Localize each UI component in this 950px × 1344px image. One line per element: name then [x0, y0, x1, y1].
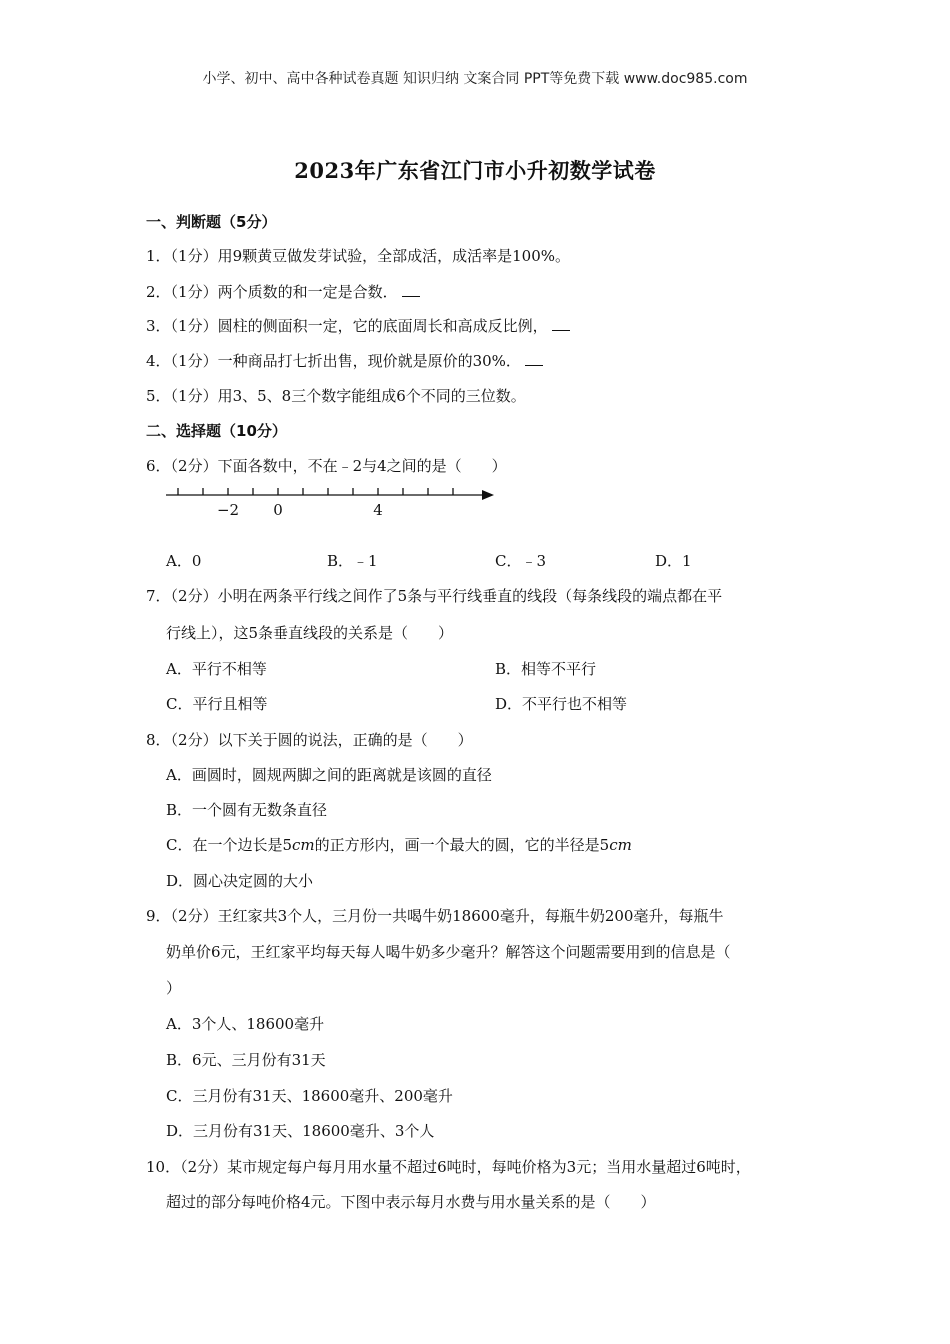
number-line-arrow-icon	[482, 490, 494, 500]
question-6-option-d: D．1	[655, 552, 692, 570]
number-line-label-0: 0	[273, 501, 283, 519]
question-9-line-1: 9．（2分）王红家共3个人，三月份一共喝牛奶18600毫升，每瓶牛奶200毫升，每瓶牛	[146, 907, 724, 925]
section-choice: 二、选择题（10分）	[146, 422, 287, 440]
question-4	[146, 351, 543, 371]
question-10-line-1: 10．（2分）某市规定每户每月用水量不超过6吨时，每吨价格为3元；当用水量超过6吨时，	[146, 1158, 751, 1176]
question-2-text: 2．（1分）两个质数的和一定是合数．	[146, 283, 398, 301]
question-6-option-b: B．﹣1	[327, 552, 378, 570]
unit-cm: cm	[609, 836, 632, 854]
question-7-line-2: 行线上），这5条垂直线段的关系是（ ）	[166, 624, 454, 642]
question-8-option-d: D．圆心决定圆的大小	[166, 872, 314, 890]
question-9-line-2: 奶单价6元，王红家平均每天每人喝牛奶多少毫升？解答这个问题需要用到的信息是（	[166, 943, 731, 961]
question-10-line-2: 超过的部分每吨价格4元。下图中表示每月水费与用水量关系的是（ ）	[166, 1193, 656, 1211]
site-header: 小学、初中、高中各种试卷真题 知识归纳 文案合同 PPT等免费下载 www.doc985.com	[202, 71, 748, 87]
option-c-text-1: C．在一个边长是5	[166, 836, 293, 854]
number-line-label-neg2: −2	[216, 501, 240, 519]
question-9-option-a: A．3个人、18600毫升	[166, 1015, 325, 1033]
number-line-figure	[160, 482, 505, 522]
question-3	[146, 316, 570, 336]
option-c-text-2: 的正方形内，画一个最大的圆，它的半径是5	[314, 836, 610, 854]
answer-blank	[525, 351, 543, 366]
question-6-option-c: C．﹣3	[495, 552, 547, 570]
question-7-option-b: B．相等不平行	[495, 660, 597, 678]
question-9-option-c: C．三月份有31天、18600毫升、200毫升	[166, 1087, 453, 1105]
question-5: 5．（1分）用3、5、8三个数字能组成6个不同的三位数。	[146, 387, 526, 405]
question-6-option-a: A．0	[166, 552, 202, 570]
question-8-option-c	[166, 835, 632, 855]
question-7-option-c: C．平行且相等	[166, 695, 268, 713]
question-7-line-1: 7．（2分）小明在两条平行线之间作了5条与平行线垂直的线段（每条线段的端点都在平	[146, 587, 723, 605]
question-8-option-a: A．画圆时，圆规两脚之间的距离就是该圆的直径	[166, 766, 492, 784]
answer-blank	[402, 282, 420, 297]
question-1: 1．（1分）用9颗黄豆做发芽试验，全部成活，成活率是100%。	[146, 247, 571, 265]
question-7-option-d: D．不平行也不相等	[495, 695, 628, 713]
number-line-label-4: 4	[373, 501, 383, 519]
question-7-option-a: A．平行不相等	[166, 660, 267, 678]
question-9-option-b: B．6元、三月份有31天	[166, 1051, 326, 1069]
question-8-option-b: B．一个圆有无数条直径	[166, 801, 328, 819]
question-9-option-d: D．三月份有31天、18600毫升、3个人	[166, 1122, 435, 1140]
section-judgement: 一、判断题（5分）	[146, 213, 277, 231]
question-9-line-3: ）	[166, 979, 182, 997]
page-title: 2023年广东省江门市小升初数学试卷	[294, 158, 656, 183]
question-3-text: 3．（1分）圆柱的侧面积一定，它的底面周长和高成反比例，	[146, 317, 548, 335]
question-2	[146, 282, 420, 302]
question-8: 8．（2分）以下关于圆的说法，正确的是（ ）	[146, 731, 473, 749]
unit-cm: cm	[292, 836, 315, 854]
question-4-text: 4．（1分）一种商品打七折出售，现价就是原价的30%．	[146, 352, 521, 370]
number-line-ticks	[178, 488, 453, 495]
answer-blank	[552, 316, 570, 331]
question-6: 6．（2分）下面各数中，不在﹣2与4之间的是（ ）	[146, 457, 507, 475]
